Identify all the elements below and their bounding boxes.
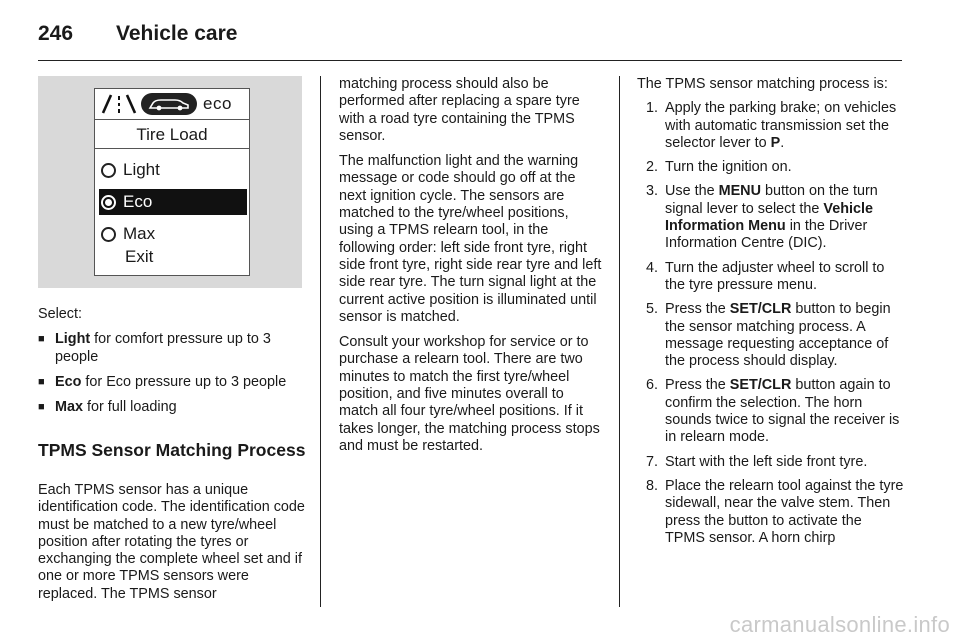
display-illustration — [38, 76, 302, 288]
screen-title: Tire Load — [95, 119, 249, 149]
step-item: 2. Turn the ignition on. — [645, 159, 792, 176]
select-list — [38, 306, 304, 416]
step-item: 3. Use the MENU button on the turn signal lever to select the Vehicle Information Menu in the Driver Information Centre (DIC). — [645, 183, 878, 252]
bullet-square-icon: ■ — [38, 375, 45, 388]
steps-intro: The TPMS sensor matching process is: — [637, 76, 888, 92]
subsection-heading: TPMS Sensor Matching Process — [38, 440, 306, 460]
select-intro: Select: — [38, 306, 82, 322]
step-item: 4. Turn the adjuster wheel to scroll to the tyre pressure menu. — [645, 259, 885, 293]
page-header — [38, 14, 237, 54]
step-item: 1. Apply the parking brake; on vehicles with automatic transmission set the selector lever to P. — [645, 100, 897, 151]
eco-indicator: eco — [203, 94, 232, 113]
paragraph: The malfunction light and the warning message or code should go off at the next ignition cycle. The sensors are matched to the tyre/wheel positions, using a TPMS relearn tool, in the following order: left side front tyre, right side front tyre, right side rear tyre and left side rear tyre. The turn signal light at the current active position is illuminated until sensor is matched. — [339, 153, 602, 325]
list-item: ■ Eco for Eco pressure up to 3 people — [38, 373, 287, 390]
option-max: Max — [99, 221, 247, 247]
car-icon — [141, 93, 197, 115]
screen-status-bar — [95, 89, 249, 119]
page-number: 246 — [38, 22, 74, 45]
paragraph: matching process should also be performed after replacing a spare tyre with a road tyre containing the TPMS sensor. — [339, 76, 580, 144]
header-divider — [38, 60, 902, 61]
dic-screen — [94, 88, 250, 276]
step-item: 7. Start with the left side front tyre. — [645, 453, 868, 470]
option-eco: Eco — [99, 189, 247, 215]
section-title: Vehicle care — [116, 22, 238, 45]
right-column — [637, 76, 905, 547]
paragraph: Each TPMS sensor has a unique identification code. The identification code must be matched to a new tyre/wheel position after rotating the tyres or exchanging the complete wheel set and if one or more TPMS sensors were replaced. The TPMS sensor — [38, 482, 305, 602]
column-divider-2 — [619, 76, 620, 607]
step-item: 5. Press the SET/CLR button to begin the sensor matching process. A message requesting acceptance of the process should display. — [645, 301, 891, 370]
bullet-square-icon: ■ — [38, 401, 45, 414]
radio-selected-icon — [101, 195, 116, 210]
column-divider-1 — [320, 76, 321, 607]
paragraph: Consult your workshop for service or to purchase a relearn tool. There are two minutes to match the first tyre/wheel position, and five minutes overall to match all four tyre/wheel positions. If it takes longer, the matching process stops and must be restarted. — [339, 334, 600, 454]
steps-list — [637, 100, 905, 547]
watermark: carmanualsonline.info — [729, 612, 950, 637]
lane-assist-icon — [99, 93, 139, 115]
step-item: 8. Place the relearn tool against the tyre sidewall, near the valve stem. Then press the button to activate the TPMS sensor. A horn chirp — [645, 477, 904, 546]
option-exit: Exit — [125, 247, 154, 266]
step-item: 6. Press the SET/CLR button again to confirm the selection. The horn sounds twice to signal the receiver is in relearn mode. — [645, 377, 900, 446]
radio-unselected-icon — [101, 227, 116, 242]
middle-column — [339, 76, 605, 455]
option-light: Light — [99, 157, 247, 183]
radio-unselected-icon — [101, 163, 116, 178]
bullet-square-icon: ■ — [38, 333, 45, 346]
list-item: ■ Light for comfort pressure up to 3 people — [38, 331, 271, 365]
list-item: ■ Max for full loading — [38, 399, 177, 416]
